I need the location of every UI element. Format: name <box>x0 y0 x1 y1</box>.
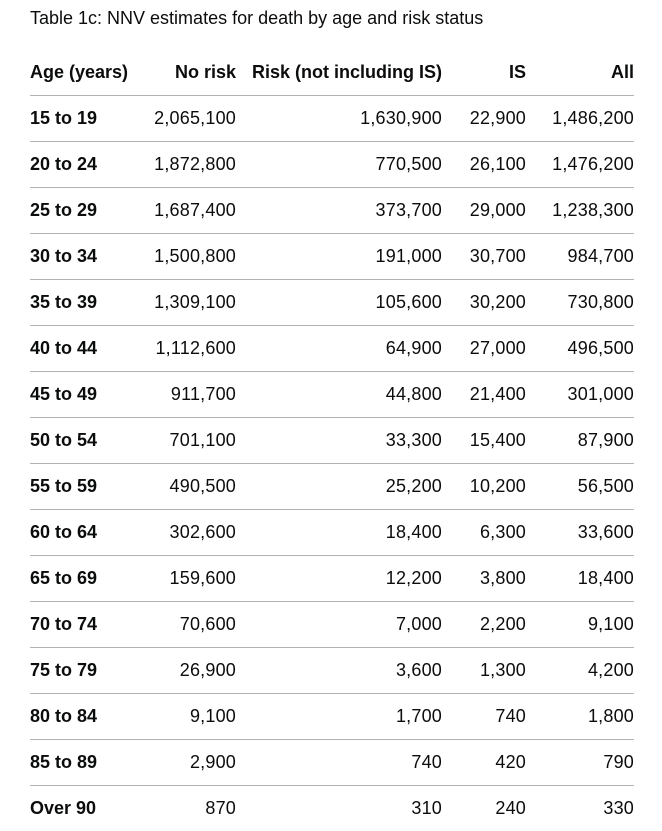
header-age: Age (years) <box>30 50 140 96</box>
cell-all: 1,476,200 <box>526 142 634 188</box>
cell-risk: 105,600 <box>236 280 442 326</box>
cell-age: 25 to 29 <box>30 188 140 234</box>
cell-risk: 25,200 <box>236 464 442 510</box>
cell-age: 80 to 84 <box>30 694 140 740</box>
cell-risk: 770,500 <box>236 142 442 188</box>
cell-no-risk: 911,700 <box>140 372 236 418</box>
cell-no-risk: 302,600 <box>140 510 236 556</box>
cell-all: 33,600 <box>526 510 634 556</box>
table-row <box>30 786 634 831</box>
cell-age: 30 to 34 <box>30 234 140 280</box>
cell-all: 1,486,200 <box>526 96 634 142</box>
cell-age: 35 to 39 <box>30 280 140 326</box>
cell-age: 50 to 54 <box>30 418 140 464</box>
cell-age: Over 90 <box>30 786 140 831</box>
cell-all: 18,400 <box>526 556 634 602</box>
cell-age: 65 to 69 <box>30 556 140 602</box>
cell-all: 496,500 <box>526 326 634 372</box>
cell-all: 790 <box>526 740 634 786</box>
cell-risk: 3,600 <box>236 648 442 694</box>
cell-risk: 373,700 <box>236 188 442 234</box>
cell-all: 330 <box>526 786 634 831</box>
cell-risk: 7,000 <box>236 602 442 648</box>
table-row <box>30 142 634 188</box>
table-row <box>30 326 634 372</box>
table-row <box>30 280 634 326</box>
cell-is: 1,300 <box>442 648 526 694</box>
cell-no-risk: 1,500,800 <box>140 234 236 280</box>
cell-risk: 1,700 <box>236 694 442 740</box>
cell-risk: 191,000 <box>236 234 442 280</box>
cell-is: 30,700 <box>442 234 526 280</box>
cell-all: 9,100 <box>526 602 634 648</box>
header-is: IS <box>442 50 526 96</box>
cell-no-risk: 701,100 <box>140 418 236 464</box>
cell-age: 45 to 49 <box>30 372 140 418</box>
cell-is: 240 <box>442 786 526 831</box>
cell-no-risk: 26,900 <box>140 648 236 694</box>
table-caption: Table 1c: NNV estimates for death by age and risk status <box>30 7 483 29</box>
cell-is: 2,200 <box>442 602 526 648</box>
header-all: All <box>526 50 634 96</box>
cell-all: 4,200 <box>526 648 634 694</box>
cell-no-risk: 70,600 <box>140 602 236 648</box>
cell-age: 55 to 59 <box>30 464 140 510</box>
cell-no-risk: 1,872,800 <box>140 142 236 188</box>
cell-risk: 33,300 <box>236 418 442 464</box>
table-row <box>30 602 634 648</box>
cell-is: 22,900 <box>442 96 526 142</box>
cell-no-risk: 2,900 <box>140 740 236 786</box>
cell-all: 984,700 <box>526 234 634 280</box>
cell-all: 87,900 <box>526 418 634 464</box>
cell-risk: 310 <box>236 786 442 831</box>
table-body <box>30 96 634 831</box>
cell-no-risk: 9,100 <box>140 694 236 740</box>
cell-risk: 12,200 <box>236 556 442 602</box>
table-row <box>30 418 634 464</box>
cell-is: 30,200 <box>442 280 526 326</box>
cell-no-risk: 159,600 <box>140 556 236 602</box>
header-row <box>30 50 634 96</box>
cell-all: 301,000 <box>526 372 634 418</box>
cell-all: 56,500 <box>526 464 634 510</box>
cell-is: 26,100 <box>442 142 526 188</box>
cell-is: 420 <box>442 740 526 786</box>
cell-all: 1,238,300 <box>526 188 634 234</box>
table-row <box>30 556 634 602</box>
table-row <box>30 372 634 418</box>
cell-age: 70 to 74 <box>30 602 140 648</box>
cell-is: 10,200 <box>442 464 526 510</box>
cell-risk: 64,900 <box>236 326 442 372</box>
cell-is: 3,800 <box>442 556 526 602</box>
header-risk: Risk (not including IS) <box>236 50 442 96</box>
cell-no-risk: 1,309,100 <box>140 280 236 326</box>
cell-age: 40 to 44 <box>30 326 140 372</box>
cell-is: 29,000 <box>442 188 526 234</box>
cell-risk: 740 <box>236 740 442 786</box>
table-row <box>30 694 634 740</box>
cell-no-risk: 2,065,100 <box>140 96 236 142</box>
header-no-risk: No risk <box>140 50 236 96</box>
table-row <box>30 648 634 694</box>
cell-is: 15,400 <box>442 418 526 464</box>
cell-no-risk: 1,112,600 <box>140 326 236 372</box>
cell-is: 6,300 <box>442 510 526 556</box>
table-row <box>30 96 634 142</box>
table-row <box>30 234 634 280</box>
cell-all: 730,800 <box>526 280 634 326</box>
table-row <box>30 464 634 510</box>
table-row <box>30 740 634 786</box>
table-row <box>30 510 634 556</box>
cell-age: 15 to 19 <box>30 96 140 142</box>
cell-age: 75 to 79 <box>30 648 140 694</box>
cell-age: 85 to 89 <box>30 740 140 786</box>
cell-age: 20 to 24 <box>30 142 140 188</box>
cell-all: 1,800 <box>526 694 634 740</box>
cell-no-risk: 490,500 <box>140 464 236 510</box>
nnv-table <box>30 50 634 831</box>
cell-is: 740 <box>442 694 526 740</box>
cell-is: 27,000 <box>442 326 526 372</box>
cell-risk: 1,630,900 <box>236 96 442 142</box>
table-row <box>30 188 634 234</box>
cell-risk: 18,400 <box>236 510 442 556</box>
cell-no-risk: 1,687,400 <box>140 188 236 234</box>
cell-no-risk: 870 <box>140 786 236 831</box>
cell-age: 60 to 64 <box>30 510 140 556</box>
cell-is: 21,400 <box>442 372 526 418</box>
cell-risk: 44,800 <box>236 372 442 418</box>
